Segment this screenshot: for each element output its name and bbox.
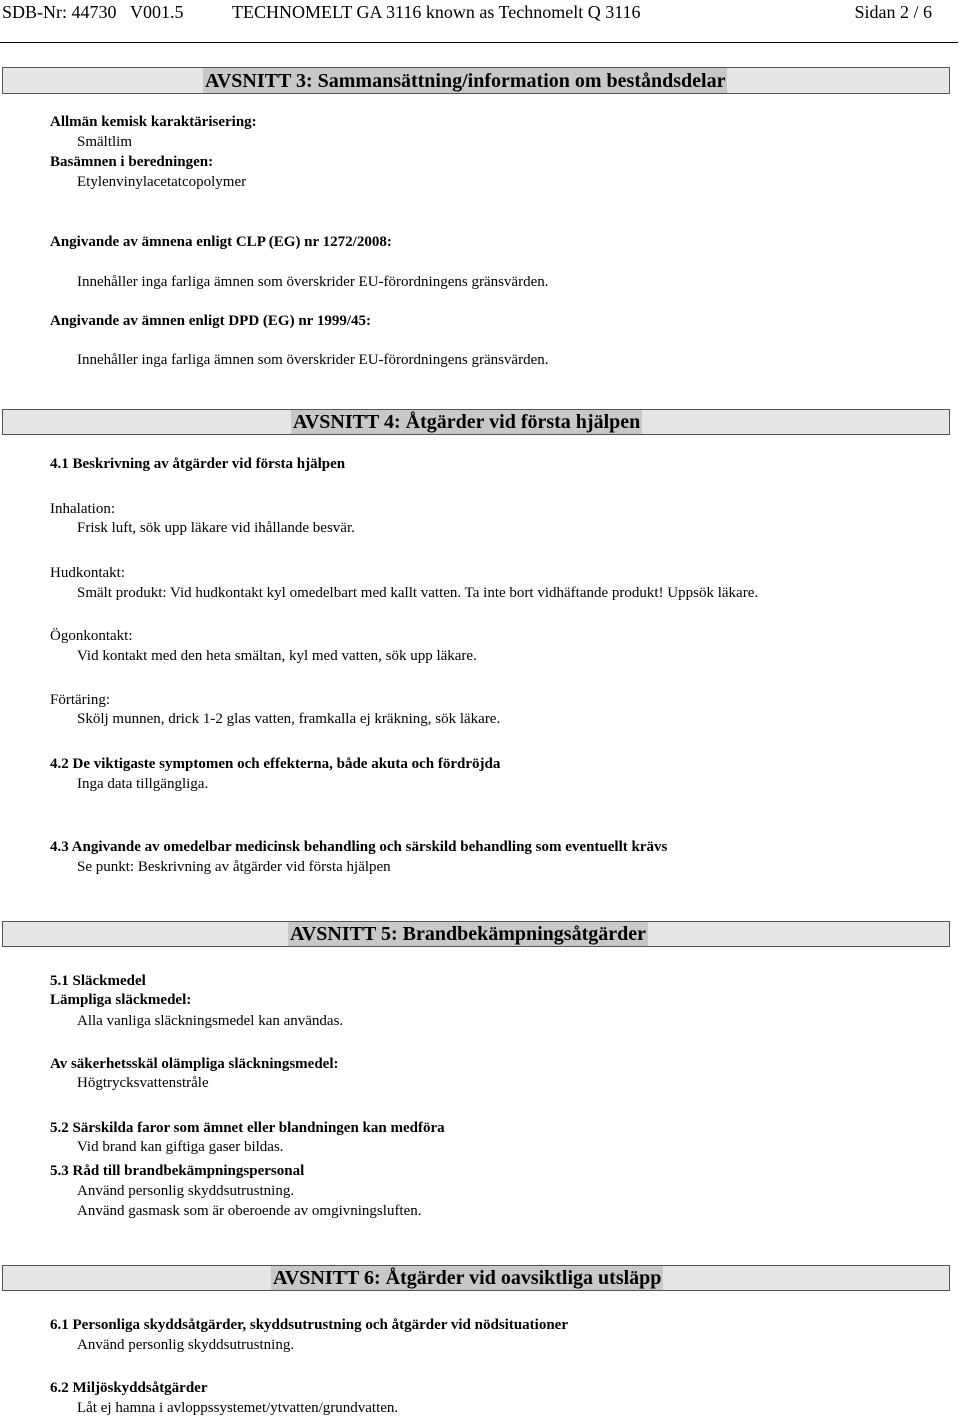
s53-text-2: Använd gasmask som är oberoende av omgivningsluften. xyxy=(77,1203,422,1219)
section-6-bar xyxy=(2,1265,950,1291)
s42-heading: 4.2 De viktigaste symptomen och effekterna, både akuta och fördröjda xyxy=(50,756,501,772)
s61-text: Använd personlig skyddsutrustning. xyxy=(77,1337,295,1353)
clp-value: Innehåller inga farliga ämnen som överskrider EU-förordningens gränsvärden. xyxy=(77,274,549,290)
s62-heading: 6.2 Miljöskyddsåtgärder xyxy=(50,1380,208,1396)
section-4-title: AVSNITT 4: Åtgärder vid första hjälpen xyxy=(293,411,641,433)
s52-heading: 5.2 Särskilda faror som ämnet eller blandningen kan medföra xyxy=(50,1120,445,1136)
ingestion-text: Skölj munnen, drick 1-2 glas vatten, framkalla ej kräkning, sök läkare. xyxy=(77,711,501,727)
unsuitable-media-text: Högtrycksvattenstråle xyxy=(77,1075,209,1091)
section-6-title: AVSNITT 6: Åtgärder vid oavsiktliga utsläpp xyxy=(273,1267,662,1289)
section-3-bar xyxy=(2,67,950,94)
skin-contact-label: Hudkontakt: xyxy=(50,565,125,581)
page-number: Sidan 2 / 6 xyxy=(854,2,932,22)
section-3-title: AVSNITT 3: Sammansättning/information om beståndsdelar xyxy=(205,69,726,92)
header-rule xyxy=(0,42,958,43)
base-substances-label: Basämnen i beredningen: xyxy=(50,154,214,170)
s51-heading: 5.1 Släckmedel xyxy=(50,973,146,989)
dpd-label: Angivande av ämnen enligt DPD (EG) nr 1999/45: xyxy=(50,313,371,329)
section-5-title: AVSNITT 5: Brandbekämpningsåtgärder xyxy=(290,923,647,945)
product-name: TECHNOMELT GA 3116 known as Technomelt Q 3116 xyxy=(232,2,641,22)
base-substances-value: Etylenvinylacetatcopolymer xyxy=(77,174,247,190)
eye-contact-label: Ögonkontakt: xyxy=(50,628,133,644)
s52-text: Vid brand kan giftiga gaser bildas. xyxy=(77,1139,284,1155)
s53-heading: 5.3 Råd till brandbekämpningspersonal xyxy=(50,1163,305,1179)
s61-heading: 6.1 Personliga skyddsåtgärder, skyddsutrustning och åtgärder vid nödsituationer xyxy=(50,1317,568,1333)
s41-heading: 4.1 Beskrivning av åtgärder vid första hjälpen xyxy=(50,456,346,472)
suitable-media-label: Lämpliga släckmedel: xyxy=(50,992,192,1008)
suitable-media-text: Alla vanliga släckningsmedel kan användas. xyxy=(77,1013,344,1029)
inhalation-label: Inhalation: xyxy=(50,501,115,517)
section-4-bar xyxy=(2,409,950,435)
eye-contact-text: Vid kontakt med den heta smältan, kyl med vatten, sök upp läkare. xyxy=(77,648,477,664)
inhalation-text: Frisk luft, sök upp läkare vid ihållande besvär. xyxy=(77,520,355,536)
clp-label: Angivande av ämnena enligt CLP (EG) nr 1272/2008: xyxy=(50,234,392,250)
ingestion-label: Förtäring: xyxy=(50,692,110,708)
skin-contact-text: Smält produkt: Vid hudkontakt kyl omedelbart med kallt vatten. Ta inte bort vidhäftande produkt! Uppsök läkare. xyxy=(77,585,759,601)
version: V001.5 xyxy=(130,2,184,22)
unsuitable-media-label: Av säkerhetsskäl olämpliga släckningsmedel: xyxy=(50,1056,339,1072)
s62-text: Låt ej hamna i avloppssystemet/ytvatten/grundvatten. xyxy=(77,1400,399,1416)
s42-text: Inga data tillgängliga. xyxy=(77,776,209,792)
s53-text-1: Använd personlig skyddsutrustning. xyxy=(77,1183,295,1199)
general-characterization-label: Allmän kemisk karaktärisering: xyxy=(50,114,257,130)
general-characterization-value: Smältlim xyxy=(77,134,133,150)
s43-heading: 4.3 Angivande av omedelbar medicinsk behandling och särskild behandling som eventuellt krävs xyxy=(50,839,668,855)
dpd-value: Innehåller inga farliga ämnen som överskrider EU-förordningens gränsvärden. xyxy=(77,352,549,368)
sdb-number: SDB-Nr: 44730 xyxy=(2,2,117,22)
s43-text: Se punkt: Beskrivning av åtgärder vid första hjälpen xyxy=(77,859,391,875)
section-5-bar xyxy=(2,921,950,947)
